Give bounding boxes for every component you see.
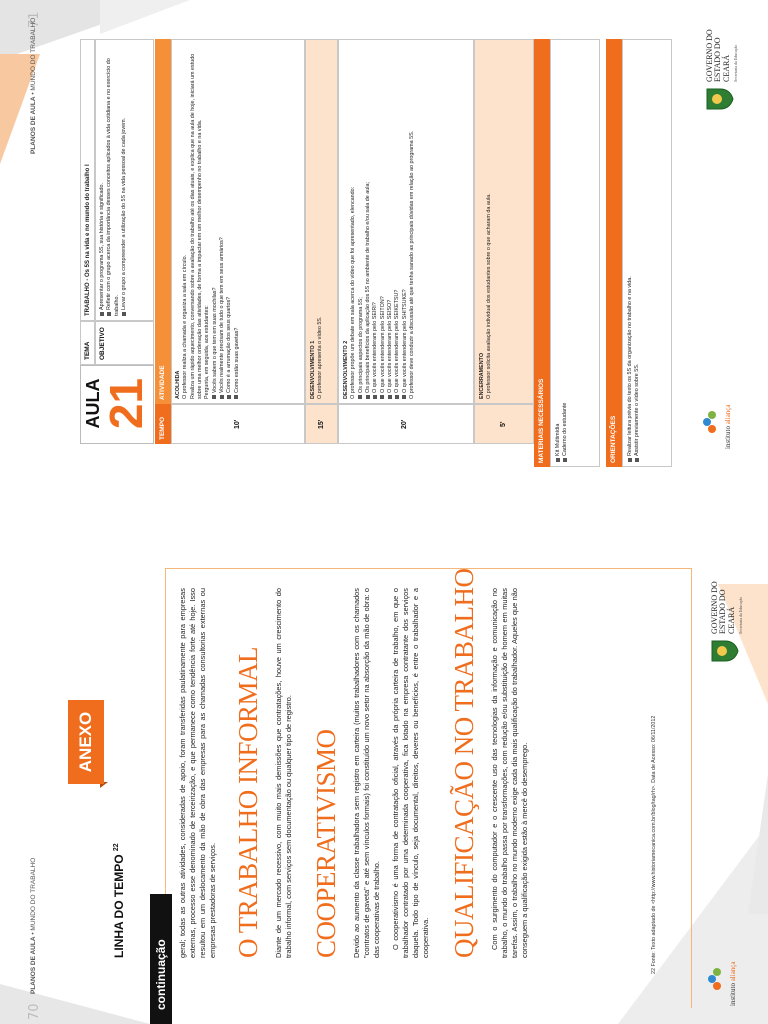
corner-decoration [0,984,150,1024]
list-item: Assistir previamente o vídeo sobre 5S. [634,276,641,462]
tema-label: TEMA [84,341,91,360]
list-item: Kit Multimídia [555,403,562,462]
instituto-alianca-wordmark: instituto aliança [729,961,737,1006]
materiais-cell [550,39,600,467]
tempo-column-header: TEMPO [155,404,171,444]
time-cell [474,404,534,444]
instituto-alianca-wordmark: instituto aliança [724,404,732,449]
activity-text: DESENVOLVIMENTO 1 O professor apresenta o vídeo 5S. [310,316,324,399]
intro-paragraph: geral; todas as outras atividades, consideradas de apoio, foram transferidas paulatinamente para empresas externas, processo esse denominado de terceirização, e que permanece como tendência forte até hoje. Isso resultou em um deslocamento da mão de obra das empresas para as chamadas consultorias externas ou empresas prestadoras de serviços. [178,588,217,958]
activity-text: DESENVOLVIMENTO 2 O professor propõe um debate em sala acerca do vídeo que foi apresentado, elencando: Os principais aspectos do programa 5S; Os principais benefícios da aplicação dos 5S no ambiente de trabalho e/ou sala de aula; O que vocês entenderam pelo SEIRI? O que vocês entenderam pelo SEITON? O que vocês entenderam pelo SEISO? O que vocês entenderam pelo SEIKETSU? O que vocês entenderam pelo SHITSUKE? O professor deve conduzir a discussão até que tenha sanado as principais dúvidas em relação ao programa 5S. [343,130,416,399]
activity-cell [305,39,338,404]
ceara-coat-of-arms [704,86,734,112]
heading-qualificacao: QUALIFICAÇÃO NO TRABALHO [449,568,479,958]
objetivo-value-cell [95,39,154,321]
objetivo-label: OBJETIVO [99,327,106,360]
page-number: 70 [27,1003,42,1020]
instituto-alianca-logo [700,389,744,449]
paragraph: Devido ao aumento da classe trabalhadora sem registro em carteira (muitos trabalhadores com os chamados "contratos de gaveta" e até sem vínculos formais) foi constituído um novo setor na absorção da mão de obra: o das cooperativas de trabalho. [352,588,381,958]
footnote: 22 Fonte: Texto adaptado de <http://www.historiamecanica.com.br/blog/tag/rh>. Data de Acesso: 06/11/2012 [651,715,657,974]
tema-value-cell [80,39,95,321]
activity-cell [474,39,534,404]
anexo-tab: ANEXO [68,700,104,784]
objetivos-list [99,44,128,316]
paragraph: O cooperativismo é uma forma de contratação oficial, através da própria carteira de trabalho, em que o trabalhador contratado por uma determinada cooperativa, fica lotado na empresa contratante dos serviços daquela. Todo tipo de vínculo, seja documental, direitos, deveres ou benefícios, é entre o trabalhador e a cooperativa. [391,588,430,958]
paragraph: Diante de um mercado recessivo, com muito mais demissões que contratações, houve um crescimento do trabalho informal, com serviços sem documentação ou qualquer tipo de registro. [274,588,293,958]
aula-badge [80,365,154,444]
time-value: 5' [500,421,507,427]
governo-ceara-wordmark: GOVERNO DO ESTADO DO CEARÁ Secretaria da Educação [710,581,744,634]
activity-cell [171,39,305,404]
time-cell [338,404,474,444]
running-head: PLANOS DE AULA • MUNDO DO TRABALHO [30,857,37,994]
continuation-tab: continuação [150,894,172,1024]
time-cell [171,404,305,444]
aula-number: 21 [100,377,152,430]
orientacoes-list [627,276,642,462]
list-item: Caderno do estudante [562,403,569,462]
time-value: 10' [234,419,241,429]
instituto-alianca-emblem [705,962,727,996]
instituto-alianca-emblem [700,405,722,439]
list-item: Realizar leitura prévia do texto os 5S da organização no trabalho e na vida. [627,276,634,462]
objetivo-label-cell [95,321,154,365]
corner-decoration [748,774,768,914]
section-title: LINHA DO TEMPO $^{22}$ [112,843,126,958]
time-cell [305,404,338,444]
activity-cell [338,39,474,404]
time-value: 20' [401,419,408,429]
paragraph: Com o surgimento do computador e o crescente uso das tecnologias da informação e comunicação no trabalho, o mundo do trabalho passa por transformações, com redução e/ou substituição de homem em muitas tarefas. Assim, o trabalho no mundo moderno exige cada dia mais qualificação do trabalhador. Aqueles que não conseguem a qualificação exigida estão à mercê do desemprego. [490,588,529,958]
list-item: Levar o grupo a compreender a utilização do 5S na vida pessoal de cada jovem. [121,44,128,316]
governo-ceara-logo [705,564,751,664]
tema-text: TRABALHO - Os 5S na vida e no mundo do trabalho I [85,164,91,316]
tema-label-cell [80,321,95,365]
governo-ceara-wordmark: GOVERNO DO ESTADO DO CEARÁ Secretaria da Educação [705,29,739,82]
activity-text: ACOLHIDA O professor realiza a chamada e organiza a sala em círculo. Realiza um rápido aquecimento, conversando sobre a avaliação do trabalho até os dias atuais, e explica que na aula de hoje, iniciará um estudo sobre uma melhor ordenação das atividades, de forma a impactar em um melhor desempenho no trabalho e na vida. Pergunta, em seguida, aos estudantes: Vocês sabem o que tem em suas mochilas? Vocês realmente precisam de tudo o que tem em seus armários? Como é a arrumação dos seus quartos? Como estão suas gavetas? [175,53,240,399]
page-number: 71 [27,11,42,28]
time-value: 15' [318,419,325,429]
heading-cooperativismo: COOPERATIVISMO [311,729,341,958]
corner-decoration [100,0,190,34]
governo-ceara-logo [700,12,746,112]
list-item: Apresentar o programa 5S, sua história e significado. [99,44,106,316]
orientacoes-header: ORIENTAÇÕES [606,39,622,467]
materiais-list [555,403,570,462]
instituto-alianca-logo [705,946,749,1006]
running-head: PLANOS DE AULA • MUNDO DO TRABALHO [30,17,37,154]
aula-label: AULA [83,378,103,429]
ceara-coat-of-arms [709,638,739,664]
heading-trabalho-informal: O TRABALHO INFORMAL [233,646,263,958]
atividade-column-header: ATIVIDADE [155,39,171,404]
orientacoes-cell [622,39,672,467]
list-item: Refletir com o grupo acerca da importância desses conceitos aplicados à vida cotidiana e no exercício do trabalho. [106,58,120,316]
materiais-header: MATERIAIS NECESSÁRIOS [534,39,550,467]
activity-text: ENCERRAMENTO O professor solicita avaliação individual dos estudantes sobre o que acharam da aula. [479,193,493,399]
